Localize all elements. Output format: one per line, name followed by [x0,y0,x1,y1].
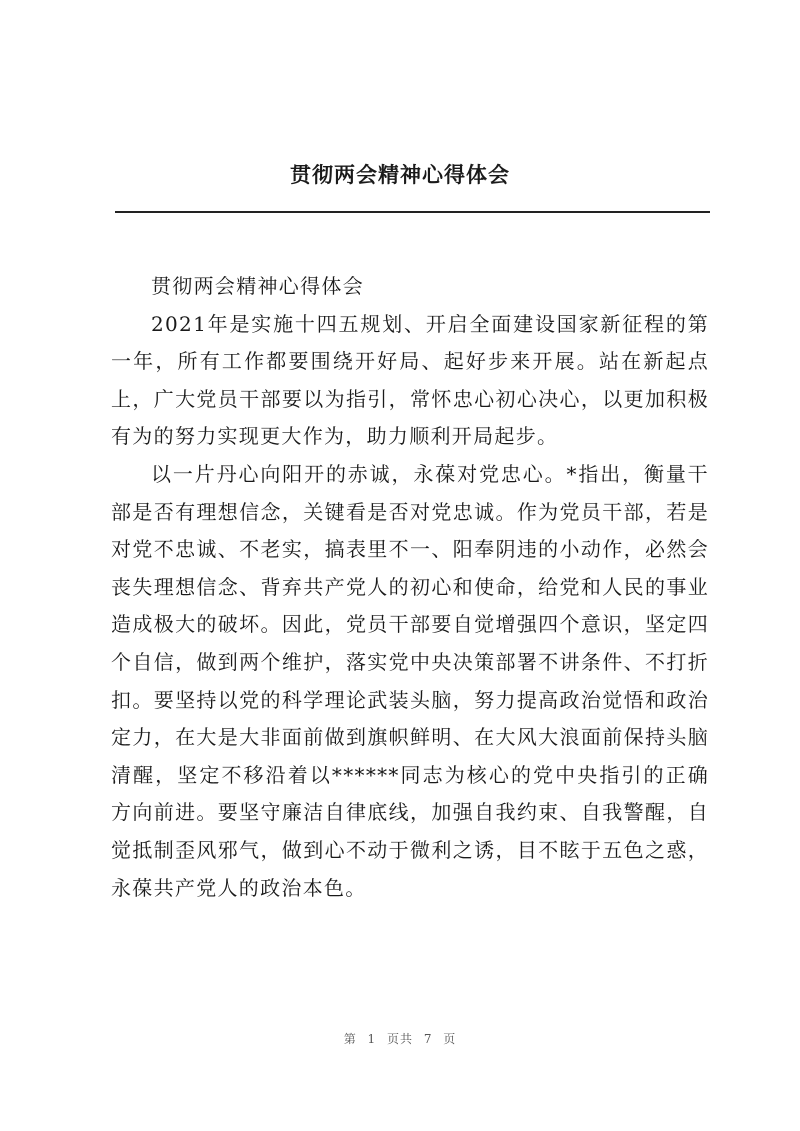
title-divider [115,211,710,213]
body-paragraph-1: 2021年是实施十四五规划、开启全面建设国家新征程的第一年，所有工作都要围绕开好局、起好步来开展。站在新起点上，广大党员干部要以为指引，常怀忠心初心决心，以更加积极有为的努力实现更大作为，助力顺利开局起步。 [111,311,709,449]
body-paragraph-heading: 贯彻两会精神心得体会 [151,274,364,298]
body-paragraph-2: 以一片丹心向阳开的赤诚，永葆对党忠心。*指出，衡量干部是否有理想信念，关键看是否对党忠诚。作为党员干部，若是对党不忠诚、不老实，搞表里不一、阳奉阴违的小动作，必然会丧失理想信念、背弃共产党人的初心和使命，给党和人民的事业造成极大的破坏。因此，党员干部要自觉增强四个意识，坚定四个自信，做到两个维护，落实党中央决策部署不讲条件、不打折扣。要坚持以党的科学理论武装头脑，努力提高政治觉悟和政治定力，在大是大非面前做到旗帜鲜明、在大风大浪面前保持头脑清醒，坚定不移沿着以******同志为核心的党中央指引的正确方向前进。要坚守廉洁自律底线，加强自我约束、自我警醒，自觉抵制歪风邪气，做到心不动于微利之诱，目不眩于五色之惑，永葆共产党人的政治本色。 [111,461,709,900]
page-number-footer: 第 1 页共 7 页 [343,1032,457,1046]
document-body [111,268,709,907]
document-title: 贯彻两会精神心得体会 [290,162,510,187]
